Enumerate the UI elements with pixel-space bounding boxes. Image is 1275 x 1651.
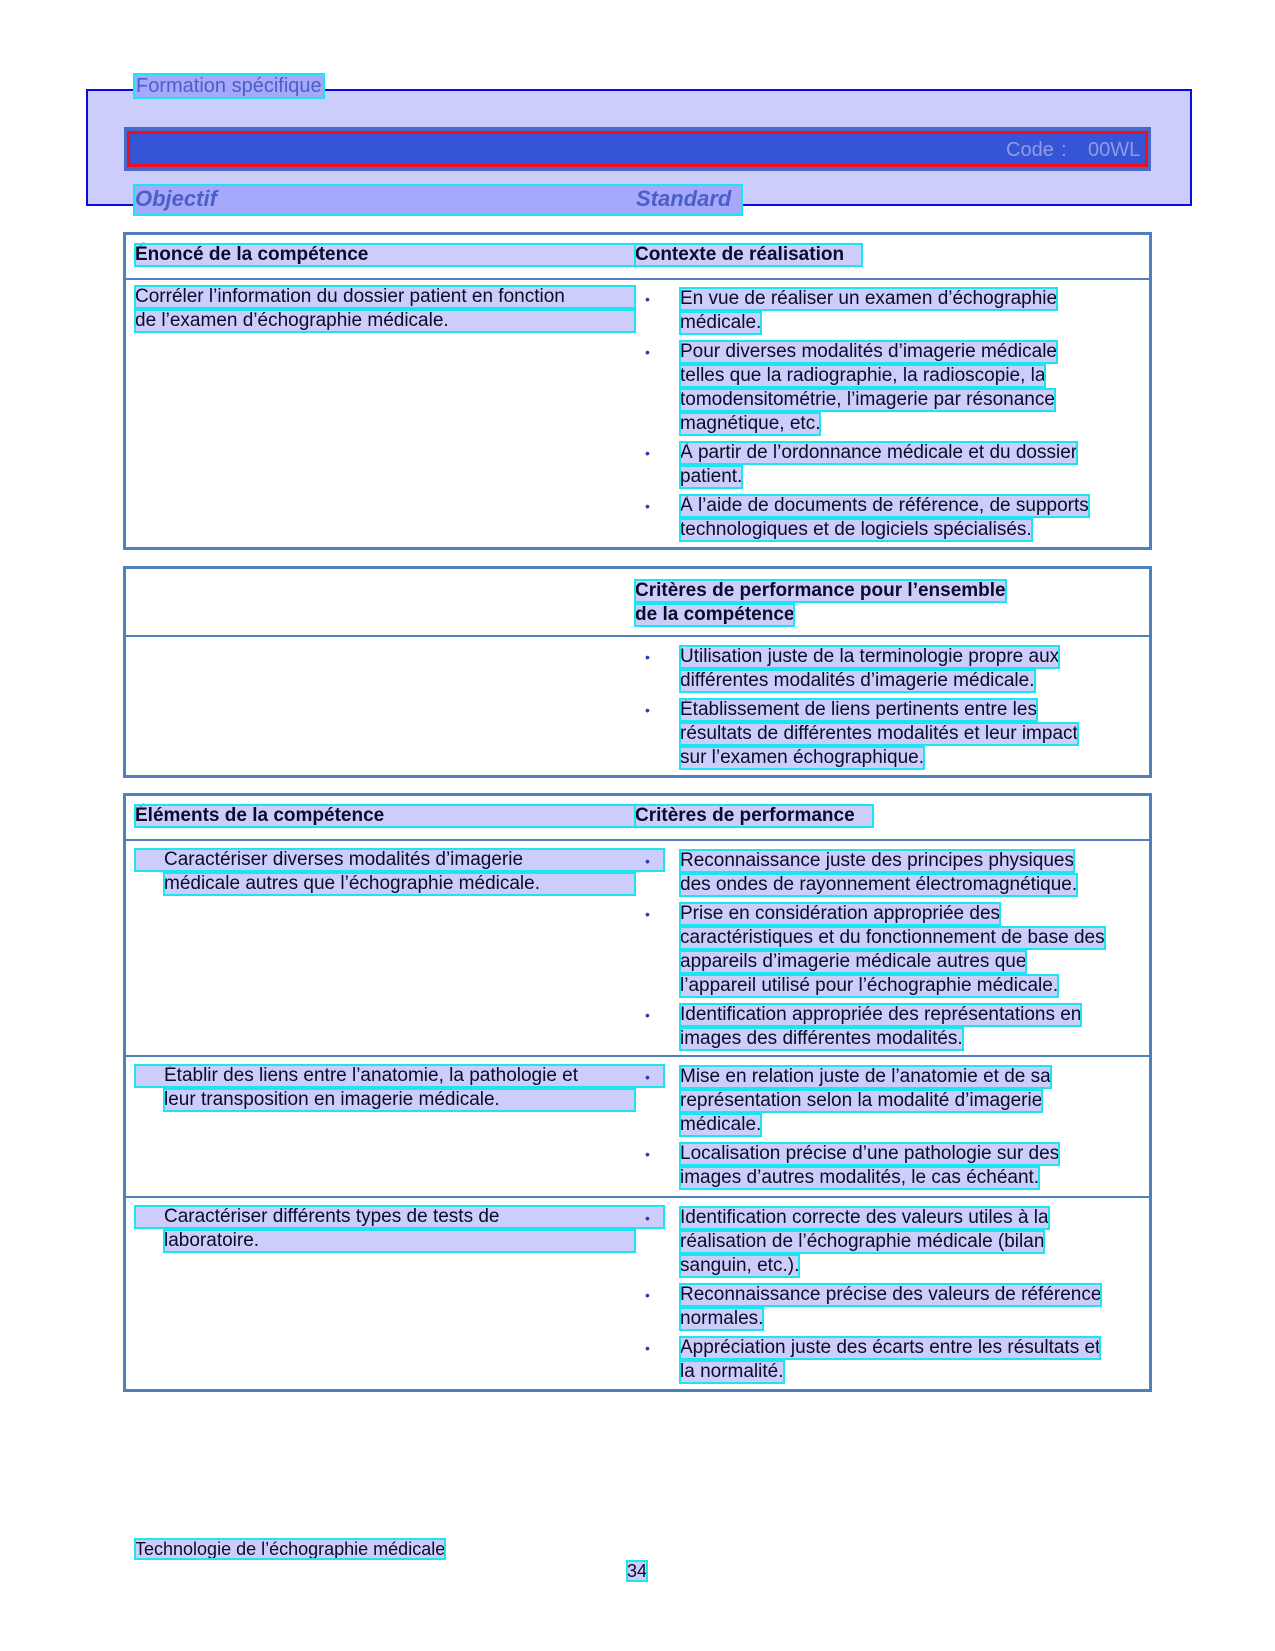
element-line: laboratoire. — [164, 1230, 635, 1252]
elements-header: Éléments de la compétence — [135, 805, 635, 827]
code-label: Code — [1006, 139, 1054, 161]
bullet-item-line: tomodensitométrie, l’imagerie par résonance — [680, 389, 1055, 410]
bullet-item-line: Localisation précise d’une pathologie sur des — [680, 1143, 1060, 1164]
section-title: Formation spécifique — [136, 75, 322, 97]
bullet-icon: • — [645, 702, 650, 718]
header-divider — [126, 278, 1149, 280]
element-line: Établir des liens entre l’anatomie, la pathologie et — [135, 1065, 664, 1087]
bullet-icon: • — [645, 344, 650, 360]
bullet-item-line: images des différentes modalités. — [680, 1028, 963, 1049]
footer-program: Technologie de l’échographie médicale — [135, 1539, 446, 1559]
bullet-item-line: médicale. — [680, 1114, 762, 1135]
bullet-item-line: En vue de réaliser un examen d’échographie — [680, 288, 1058, 309]
bullet-item-line: technologiques et de logiciels spécialisés. — [680, 519, 1032, 540]
bullet-item-line: différentes modalités d’imagerie médicale. — [680, 670, 1035, 691]
element-line: médicale autres que l’échographie médicale. — [164, 873, 635, 895]
bullet-item-line: Appréciation juste des écarts entre les résultats et — [680, 1337, 1101, 1358]
element-line: Caractériser différents types de tests de — [135, 1206, 664, 1228]
overall-criteria-header-line: Critères de performance pour l’ensemble — [635, 580, 1006, 601]
bullet-item-line: Pour diverses modalités d’imagerie médicale — [680, 341, 1058, 362]
bullet-icon: • — [645, 906, 650, 922]
bullet-icon: • — [645, 649, 650, 665]
row-divider — [126, 1055, 1149, 1057]
code-separator: : — [1061, 139, 1067, 161]
objective-label: Objectif — [135, 186, 217, 211]
bullet-item-line: la normalité. — [680, 1361, 784, 1382]
bullet-icon: • — [645, 1340, 650, 1356]
code-bar-inner — [127, 131, 1148, 167]
bullet-icon: • — [645, 1007, 650, 1023]
bullet-item-line: À partir de l’ordonnance médicale et du dossier — [680, 442, 1078, 463]
standard-label: Standard — [636, 186, 732, 211]
bullet-item-line: magnétique, etc. — [680, 413, 821, 434]
bullet-icon: • — [645, 1210, 650, 1226]
bullet-item-line: réalisation de l’échographie médicale (bilan — [680, 1231, 1045, 1252]
bullet-item-line: normales. — [680, 1308, 764, 1329]
performance-criteria-header: Critères de performance — [635, 805, 873, 827]
row-divider — [126, 1196, 1149, 1198]
bullet-item-line: Identification correcte des valeurs utiles à la — [680, 1207, 1049, 1228]
bullet-icon: • — [645, 853, 650, 869]
bullet-icon: • — [645, 498, 650, 514]
bullet-item-line: Établissement de liens pertinents entre les — [680, 699, 1037, 720]
context-header: Contexte de réalisation — [635, 244, 862, 266]
bullet-item-line: patient. — [680, 466, 743, 487]
page-number: 34 — [627, 1561, 648, 1581]
bullet-item-line: appareils d’imagerie médicale autres que — [680, 951, 1027, 972]
bullet-item-line: Mise en relation juste de l’anatomie et de sa — [680, 1066, 1051, 1087]
element-line: leur transposition en imagerie médicale. — [164, 1089, 635, 1111]
statement-line: Corréler l’information du dossier patient en fonction — [135, 286, 635, 308]
bullet-item-line: Prise en considération appropriée des — [680, 903, 1001, 924]
bullet-item-line: Identification appropriée des représentations en — [680, 1004, 1082, 1025]
statement-line: de l’examen d’échographie médicale. — [135, 310, 635, 332]
bullet-item-line: images d’autres modalités, le cas échéant. — [680, 1167, 1040, 1188]
header-divider — [126, 839, 1149, 841]
bullet-icon: • — [645, 1287, 650, 1303]
bullet-item-line: l’appareil utilisé pour l’échographie médicale. — [680, 975, 1059, 996]
element-line: Caractériser diverses modalités d’imagerie — [135, 849, 664, 871]
overall-criteria-header-line: de la compétence — [635, 604, 795, 625]
bullet-icon: • — [645, 1069, 650, 1085]
competence-statement-header: Énoncé de la compétence — [135, 244, 635, 266]
bullet-item-line: caractéristiques et du fonctionnement de base des — [680, 927, 1105, 948]
bullet-item-line: résultats de différentes modalités et leur impact — [680, 723, 1078, 744]
code-value: 00WL — [1088, 139, 1141, 161]
bullet-item-line: Reconnaissance juste des principes physiques — [680, 850, 1074, 871]
bullet-item-line: médicale. — [680, 312, 762, 333]
bullet-item-line: À l’aide de documents de référence, de supports — [680, 495, 1089, 516]
bullet-icon: • — [645, 291, 650, 307]
header-divider — [126, 635, 1149, 637]
bullet-item-line: telles que la radiographie, la radioscopie, la — [680, 365, 1046, 386]
bullet-item-line: Utilisation juste de la terminologie propre aux — [680, 646, 1060, 667]
bullet-item-line: sanguin, etc.). — [680, 1255, 800, 1276]
bullet-icon: • — [645, 1146, 650, 1162]
bullet-icon: • — [645, 445, 650, 461]
bullet-item-line: des ondes de rayonnement électromagnétique. — [680, 874, 1078, 895]
bullet-item-line: représentation selon la modalité d’imagerie — [680, 1090, 1043, 1111]
bullet-item-line: sur l’examen échographique. — [680, 747, 924, 768]
bullet-item-line: Reconnaissance précise des valeurs de référence — [680, 1284, 1102, 1305]
